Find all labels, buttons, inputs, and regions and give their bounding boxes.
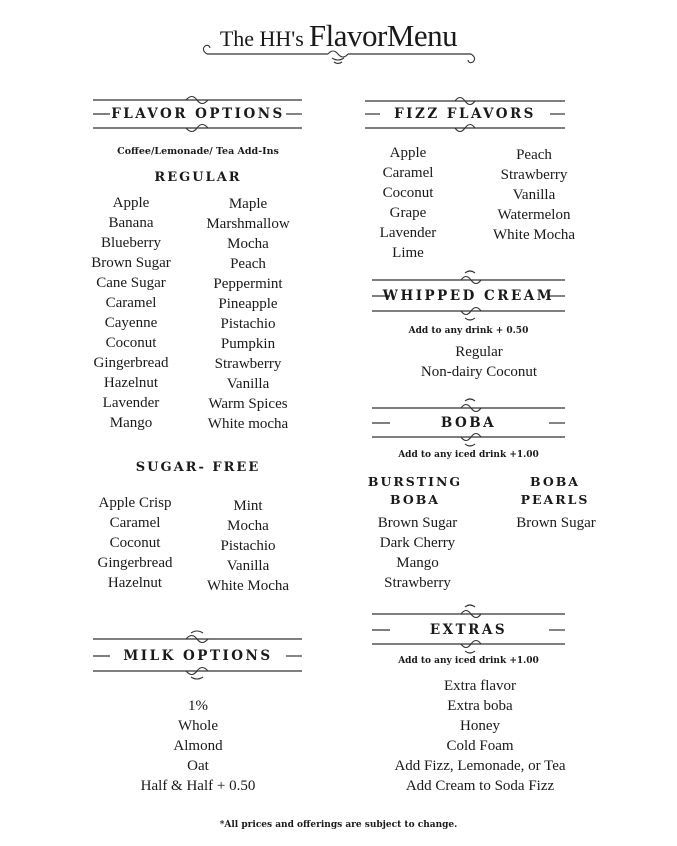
list-item: Lavender — [102, 395, 160, 411]
list-item: Vanilla — [226, 376, 270, 392]
title-prefix: The HH's — [219, 26, 304, 51]
list-item: Apple — [389, 145, 427, 161]
list-item: Coconut — [382, 185, 434, 201]
extras-heading: EXTRAS — [429, 622, 508, 638]
extras-note: Add to any iced drink +1.00 — [398, 656, 539, 666]
list-item: Mocha — [227, 236, 269, 252]
milk-options-heading: MILK OPTIONS — [123, 648, 273, 664]
list-item: Pumpkin — [220, 336, 276, 352]
list-item: Strawberry — [214, 356, 282, 372]
list-item: Strawberry — [500, 167, 568, 183]
list-item: Lavender — [379, 225, 437, 241]
list-item: Blueberry — [101, 235, 161, 251]
list-item: Regular — [455, 344, 503, 360]
whipped-cream-heading: WHIPPED CREAM — [382, 288, 555, 304]
list-item: Vanilla — [512, 187, 556, 203]
list-item: Gingerbread — [93, 355, 169, 371]
list-item: Extra boba — [447, 698, 513, 714]
list-item: Half & Half + 0.50 — [140, 778, 256, 794]
flavor-options-heading: FLAVOR OPTIONS — [111, 106, 285, 122]
list-item: Pineapple — [218, 296, 278, 312]
flavor-options-subtitle: Coffee/Lemonade/ Tea Add-Ins — [117, 146, 279, 157]
list-item: Cayenne — [104, 315, 158, 331]
fizz-flavors-heading: FIZZ FLAVORS — [394, 106, 536, 122]
list-item: Pistachio — [220, 538, 276, 554]
list-item: Brown Sugar — [91, 255, 171, 271]
list-item: Honey — [460, 718, 500, 734]
list-item: Mango — [396, 555, 439, 571]
list-item: Brown Sugar — [377, 515, 458, 531]
list-item: Caramel — [105, 295, 157, 311]
list-item: Non-dairy Coconut — [420, 364, 538, 380]
list-item: Hazelnut — [103, 375, 159, 391]
list-item: Pistachio — [220, 316, 276, 332]
list-item: Brown Sugar — [516, 515, 596, 531]
list-item: Add Cream to Soda Fizz — [405, 778, 555, 794]
list-item: Almond — [173, 738, 223, 754]
list-item: 1% — [188, 698, 208, 714]
list-item: Extra flavor — [443, 678, 517, 694]
boba-pearls-heading-line1: BOBA — [530, 474, 580, 489]
list-item: Maple — [228, 196, 268, 212]
list-item: Oat — [187, 758, 209, 774]
list-item: Lime — [392, 245, 424, 261]
footer-disclaimer: *All prices and offerings are subject to change. — [219, 820, 458, 830]
list-item: Add Fizz, Lemonade, or Tea — [394, 758, 566, 774]
sugar-free-heading: SUGAR- FREE — [135, 460, 261, 475]
list-item: Peach — [230, 256, 266, 272]
boba-heading: BOBA — [440, 415, 497, 431]
list-item: Dark Cherry — [379, 535, 456, 551]
list-item: Grape — [389, 205, 427, 221]
list-item: Marshmallow — [206, 216, 290, 232]
list-item: Hazelnut — [107, 575, 163, 591]
list-item: Caramel — [109, 515, 161, 531]
list-item: Strawberry — [384, 575, 451, 591]
list-item: Cane Sugar — [96, 275, 166, 291]
boba-pearls-heading-line2: PEARLS — [520, 492, 590, 507]
list-item: Warm Spices — [208, 396, 288, 412]
list-item: Coconut — [109, 535, 161, 551]
list-item: Peach — [516, 147, 552, 163]
list-item: White Mocha — [492, 227, 576, 243]
list-item: Apple Crisp — [98, 495, 172, 511]
list-item: Peppermint — [213, 276, 283, 292]
list-item: Cold Foam — [446, 738, 514, 754]
list-item: White Mocha — [206, 578, 290, 594]
list-item: Caramel — [382, 165, 434, 181]
regular-heading: REGULAR — [154, 170, 242, 185]
list-item: Coconut — [105, 335, 157, 351]
list-item: Mango — [109, 415, 153, 431]
list-item: Apple — [112, 195, 150, 211]
bursting-boba-heading-line1: BURSTING — [367, 474, 463, 489]
list-item: Mocha — [227, 518, 269, 534]
list-item: White mocha — [207, 416, 289, 432]
bursting-boba-heading-line2: BOBA — [390, 492, 440, 507]
list-item: Watermelon — [497, 207, 571, 223]
list-item: Banana — [108, 215, 154, 231]
list-item: Gingerbread — [97, 555, 173, 571]
extras-list — [362, 676, 598, 796]
title-main: FlavorMenu — [308, 18, 458, 53]
list-item: Mint — [233, 498, 263, 514]
boba-note: Add to any iced drink +1.00 — [398, 450, 539, 460]
whipped-cream-note: Add to any drink + 0.50 — [408, 326, 529, 336]
list-item: Vanilla — [226, 558, 270, 574]
list-item: Whole — [178, 718, 218, 734]
